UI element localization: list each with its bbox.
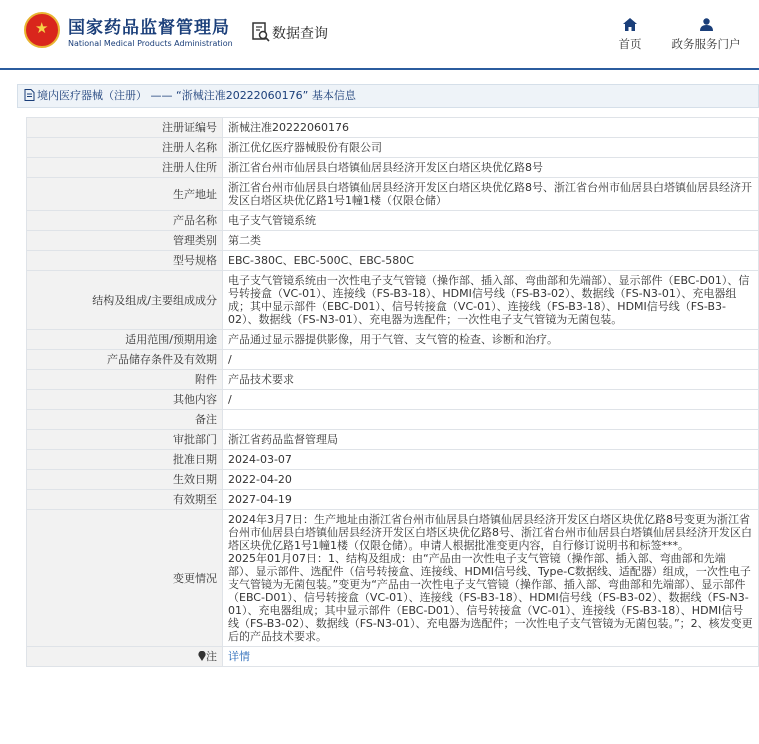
field-label: 适用范围/预期用途 (27, 330, 223, 350)
nav-portal-label: 政务服务门户 (671, 37, 741, 51)
table-row (27, 330, 759, 350)
note-label-text: 注 (206, 650, 217, 663)
field-value: 第二类 (223, 231, 759, 251)
table-row (27, 138, 759, 158)
field-label: 注册证编号 (27, 118, 223, 138)
field-label: 结构及组成/主要组成成分 (27, 271, 223, 330)
field-label: 型号规格 (27, 251, 223, 271)
breadcrumb (17, 84, 759, 108)
table-row (27, 510, 759, 647)
table-row (27, 390, 759, 410)
data-search-link[interactable]: 数据查询 (272, 26, 328, 42)
document-icon (24, 89, 35, 101)
breadcrumb-text: 境内医疗器械（注册） —— “浙械注准20222060176” 基本信息 (37, 89, 356, 102)
registration-info-table (26, 117, 759, 667)
field-label: 注册人名称 (27, 138, 223, 158)
table-row (27, 231, 759, 251)
field-label: 变更情况 (27, 510, 223, 647)
table-row (27, 211, 759, 231)
user-icon (700, 18, 713, 31)
field-value: 电子支气管镜系统 (223, 211, 759, 231)
note-value (223, 647, 759, 667)
field-value: 浙江省药品监督管理局 (223, 430, 759, 450)
home-icon (623, 18, 637, 31)
field-label: 产品储存条件及有效期 (27, 350, 223, 370)
field-value: 2027-04-19 (223, 490, 759, 510)
field-label: 批准日期 (27, 450, 223, 470)
change-entry: 2025年01月07日：1、结构及组成：由“产品由一次性电子支气管镜（操作部、插入部、弯曲部和先端部）、显示部件、选配件（信号转接盒、连接线、HDMI信号线、Type-C数据线、适配器）组成，一次性电子支气管镜为无菌包装。”变更为“产品由一次性电子支气管镜（操作部、插入部、弯曲部和先端部）、显示部件（EBC-D01）、信号转接盒（VC-01）、连接线（FS-B3-18）、HDMI信号线（FS-B3-02）、数据线（FS-N3-01）、充电器组成；其中显示部件（EBC-D01）、信号转接盒（VC-01）、连接线（FS-B3-18）、HDMI信号线（FS-B3-02）、数据线（FS-N3-01）、充电器为选配件；一次性电子支气管镜为无菌包装。”；2、核发变更后的产品技术要求。 (228, 552, 753, 643)
location-pin-icon (198, 651, 206, 661)
table-row (27, 647, 759, 667)
field-label: 生产地址 (27, 178, 223, 211)
table-row (27, 118, 759, 138)
table-row (27, 350, 759, 370)
table-row (27, 450, 759, 470)
field-value: 产品技术要求 (223, 370, 759, 390)
field-label: 附件 (27, 370, 223, 390)
table-row (27, 470, 759, 490)
table-row (27, 158, 759, 178)
field-value: 浙江省台州市仙居县白塔镇仙居县经济开发区白塔区块优亿路8号、浙江省台州市仙居县白塔镇仙居县经济开发区白塔区块优亿路1号1幢1楼（仅限仓储） (223, 178, 759, 211)
field-label: 产品名称 (27, 211, 223, 231)
field-value: EBC-380C、EBC-500C、EBC-580C (223, 251, 759, 271)
field-value: 产品通过显示器提供影像，用于气管、支气管的检查、诊断和治疗。 (223, 330, 759, 350)
field-label: 生效日期 (27, 470, 223, 490)
table-row (27, 271, 759, 330)
change-history-value (223, 510, 759, 647)
change-entry: 2024年3月7日：生产地址由浙江省台州市仙居县白塔镇仙居县经济开发区白塔区块优亿路8号变更为浙江省台州市仙居县白塔镇仙居县经济开发区白塔区块优亿路8号、浙江省台州市仙居县白塔镇仙居县经济开发区白塔区块优亿路1号1幢1楼（仅限仓储）。申请人根据批准变更内容，自行修订说明书和标签***。 (228, 513, 752, 552)
table-row (27, 410, 759, 430)
field-label: 其他内容 (27, 390, 223, 410)
national-emblem-icon (24, 12, 60, 48)
field-value: 2024-03-07 (223, 450, 759, 470)
nav-home-label: 首页 (618, 37, 642, 51)
field-value: 电子支气管镜系统由一次性电子支气管镜（操作部、插入部、弯曲部和先端部）、显示部件（EBC-D01）、信号转接盒（VC-01）、连接线（FS-B3-18）、HDMI信号线（FS-B3-02）、数据线（FS-N3-01）、充电器组成；其中显示部件（EBC-D01）、信号转接盒（VC-01）、连接线（FS-B3-18）、HDMI信号线（FS-B3-02）、数据线（FS-N3-01）、充电器为选配件；一次性电子支气管镜为无菌包装。 (223, 271, 759, 330)
nav-gov-service-portal[interactable] (664, 18, 748, 52)
site-name[interactable]: 国家药品监督管理局 (68, 18, 230, 38)
field-value: / (223, 390, 759, 410)
field-value: 2022-04-20 (223, 470, 759, 490)
table-row (27, 178, 759, 211)
table-row (27, 430, 759, 450)
note-label (27, 647, 223, 667)
field-label: 注册人住所 (27, 158, 223, 178)
field-label: 有效期至 (27, 490, 223, 510)
table-row (27, 490, 759, 510)
site-header (0, 0, 759, 70)
data-search-icon[interactable] (252, 22, 270, 42)
field-value (223, 410, 759, 430)
details-link[interactable]: 详情 (228, 650, 250, 663)
field-value: 浙江省台州市仙居县白塔镇仙居县经济开发区白塔区块优亿路8号 (223, 158, 759, 178)
field-label: 备注 (27, 410, 223, 430)
field-label: 审批部门 (27, 430, 223, 450)
table-row (27, 251, 759, 271)
field-value: / (223, 350, 759, 370)
site-name-en: National Medical Products Administration (68, 39, 233, 48)
field-label: 管理类别 (27, 231, 223, 251)
table-row (27, 370, 759, 390)
field-value: 浙江优亿医疗器械股份有限公司 (223, 138, 759, 158)
nav-home[interactable] (612, 18, 648, 52)
field-value: 浙械注准20222060176 (223, 118, 759, 138)
